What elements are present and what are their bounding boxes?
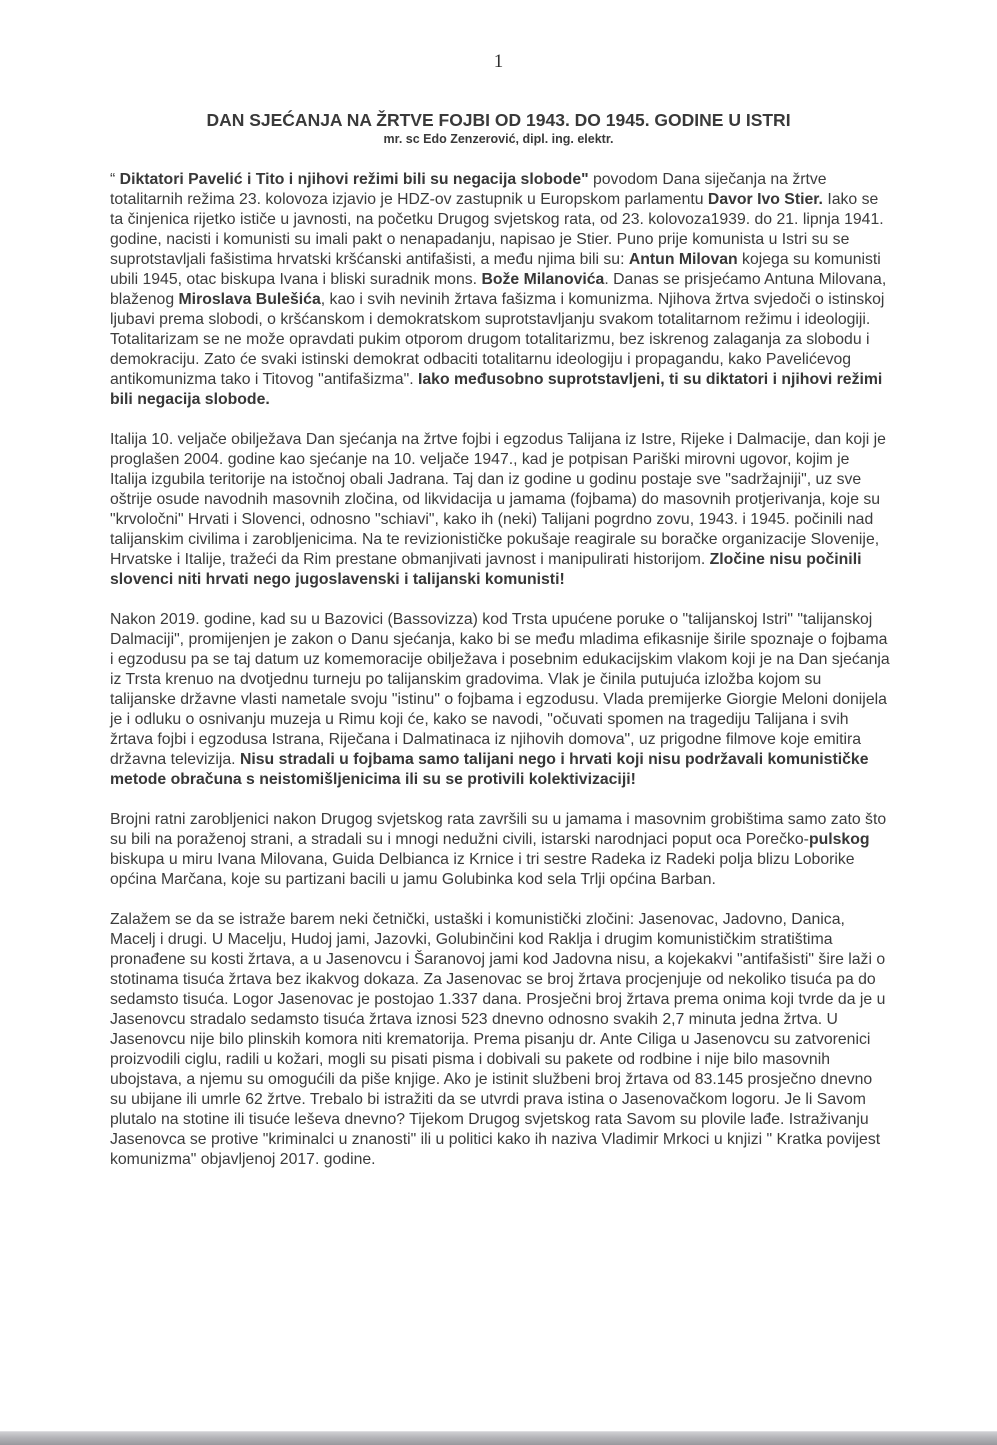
document-author: mr. sc Edo Zenzerović, dipl. ing. elektr. [383,132,614,146]
paragraph-bold-run: Zločine nisu počinili slovenci niti hrvati nego jugoslavenski i talijanski komunisti! [110,551,862,588]
paragraph-text-run: Brojni ratni zarobljenici nakon Drugog svjetskog rata završili su u jamama i masovnim grobištima samo zato što su bili na poraženoj strani, a stradali su i mnogi nedužni civili, istarski narodnjaci poput oca Porečko- [110,811,887,848]
document-header [0,110,997,147]
paragraph-bold-run: Antun Milovan [628,251,738,268]
paragraph-text-run: Zalažem se da se istraže barem neki četnički, ustaški i komunistički zločini: Jasenovac, Jadovno, Danica, Macelj i drugi. U Macelju, Hudoj jami, Jazovki, Golubinčini kod Raklja i drugim komunističkim stratištima pronađene su kosti žrtava, a u Jasenovcu i Šaranovoj jami kod Jadovna nisu, a kojekakvi "antifašisti" šire laži o stotinama tisuća žrtava bez ikakvog dokaza. Za Jasenovac se broj žrtava procjenjuje od nekoliko tisuća pa do sedamsto tisuća. Logor Jasenovac je postojao 1.337 dana. Prosječni broj žrtava prema onima koji tvrde da je u Jasenovcu stradalo sedamsto tisuća žrtava iznosi 523 dnevno odnosno svakih 2,7 minuta jedna žrtva. U Jasenovcu nije bilo plinskih komora niti krematorija. Prema pisanju dr. Ante Ciliga u Jasenovcu su zatvorenici proizvodili ciglu, radili u kožari, mogli su pisati pisma i dobivali su pakete od rodbine i nije bilo masovnih ubojstava, a njemu su omogućili da piše knjige. Ako je istinit službeni broj žrtava od 83.145 prosječno dnevno su ubijane ili umrle 62 žrtve. Trebalo bi istražiti da se utvrdi prava istina o Jasenovačkom logoru. Je li Savom plutalo na stotine ili tisuće leševa dnevno? Tijekom Drugog svjetskog rata Savom su plovile lađe. Istraživanju Jasenovca se protive "kriminalci u znanosti" ili u politici kako ih naziva Vladimir Mrkoci u knjizi " Kratka povijest komunizma" objavljenoj 2017. godine. [110,911,886,1168]
paragraph-text-run: “ [110,171,120,188]
paragraph-text-run: biskupa u miru Ivana Milovana, Guida Delbianca iz Krnice i tri sestre Radeka iz Radeki polja blizu Loborike općina Marčana, koje su partizani bacili u jamu Golubinka kod sela Trlji općina Barban. [110,851,855,888]
paragraph-text-run: Iako se ta činjenica rijetko ističe u javnosti, na početku Drugog svjetskog rata, od 23. kolovoza1939. do 21. lipnja 1941. godine, nacisti i komunisti su imali pakt o nenapadanju, napisao je Stier. Puno prije komunista u Istri su se suprotstavljali fašistima hrvatski kršćanski antifašisti, a među njima bili su: [110,191,884,268]
paragraph-text-run: . Danas se prisjećamo Antuna Milovana, blaženog [110,271,887,308]
paragraph-bold-run: Bože Milanovića [481,271,605,288]
paragraph-text-run: , kao i svih nevinih žrtava fašizma i komunizma. Njihova žrtva svjedoči o istinskoj ljubavi prema slobodi, o kršćanskom i demokratskom suprotstavljanju svakom totalitarnom režimu i ideologiji. Totalitarizam se ne može opravdati pukim otporom drugom totalitarizmu, bez iskrenog zalaganja za slobodu i demokraciju. Zato će svaki istinski demokrat odbaciti totalitarnu ideologiju i propagandu, kako Pavelićevog antikomunizma tako i Titovog "antifašizma". [110,291,885,388]
paragraph-text-run: povodom Dana siječanja na žrtve totalitarnih režima 23. kolovoza izjavio je HDZ-ov zastupnik u Europskom parlamentu [110,171,827,208]
document-paragraph [110,610,890,790]
paragraph-bold-run: pulskog [808,831,870,848]
paragraph-bold-run: Iako međusobno suprotstavljeni, ti su diktatori i njihovi režimi bili negacija slobode. [110,371,883,408]
paragraph-bold-run: Miroslava Bulešića [178,291,321,308]
document-paragraph [110,430,890,590]
paragraph-text-run: Italija 10. veljače obilježava Dan sjećanja na žrtve fojbi i egzodus Talijana iz Istre, Rijeke i Dalmacije, dan koji je proglašen 2004. godine kao sjećanje na 10. veljače 1947., kad je potpisan Pariški mirovni ugovor, kojim je Italija izgubila teritorije na istočnoj obali Jadrana. Taj dan iz godine u godinu postaje sve "sadržajniji", uz sve oštrije osude navodnih masovnih zločina, od likvidacija u jamama (fojbama) do masovnih protjerivanja, koje su "krvoločni" Hrvati i Slovenci, odnosno "schiavi", kako ih (neki) Talijani pogrdno zovu, 1943. i 1945. počinili nad talijanskim civilima i zarobljenicima. Na te revizionističke pokušaje reagirale su boračke organizacije Slovenije, Hrvatske i Italije, tražeći da Rim prestane obmanjivati javnost i manipulirati historijom. [110,431,886,568]
document-paragraph [110,170,890,410]
document-body [110,170,890,1190]
paragraph-text-run: Nakon 2019. godine, kad su u Bazovici (Bassovizza) kod Trsta upućene poruke o "talijanskoj Istri" "talijanskoj Dalmaciji", promijenjen je zakon o Danu sjećanja, kako bi se među mladima efikasnije širile spoznaje o fojbama i egzodusu pa se taj datum uz komemoracije obilježava i posebnim edukacijskim vlakom koji je na Dan sjećanja iz Trsta krenuo na dvotjednu turneju po talijanskim gradovima. Vlak je činila putujuća izložba kojom su talijanske državne vlasti nametale svoju "istinu" o fojbama i egzodusu. Vlada premijerke Giorgie Meloni donijela je i odluku o osnivanju muzeja u Rimu koji će, kako se navodi, "očuvati spomen na tragediju Talijana i svih žrtava fojbi i egzodusa Istrana, Riječana i Dalmatinaca iz njihovih domova", uz prigodne filmove koje emitira državna televizija. [110,611,890,768]
paragraph-bold-run: Diktatori Pavelić i Tito i njihovi režimi bili su negacija slobode" [119,171,589,188]
page-bottom-shadow [0,1431,997,1445]
document-title: DAN SJEĆANJA NA ŽRTVE FOJBI OD 1943. DO 1945. GODINE U ISTRI [206,110,791,130]
document-paragraph [110,810,890,890]
paragraph-bold-run: Nisu stradali u fojbama samo talijani nego i hrvati koji nisu podržavali komunističke metode obračuna s neistomišljenicima ili su se protivili kolektivizaciji! [110,751,869,788]
page-number: 1 [493,51,504,72]
paragraph-text-run: kojega su komunisti ubili 1945, otac biskupa Ivana i bliski suradnik mons. [110,251,881,288]
paragraph-bold-run: Davor Ivo Stier. [707,191,823,208]
document-paragraph [110,910,890,1170]
